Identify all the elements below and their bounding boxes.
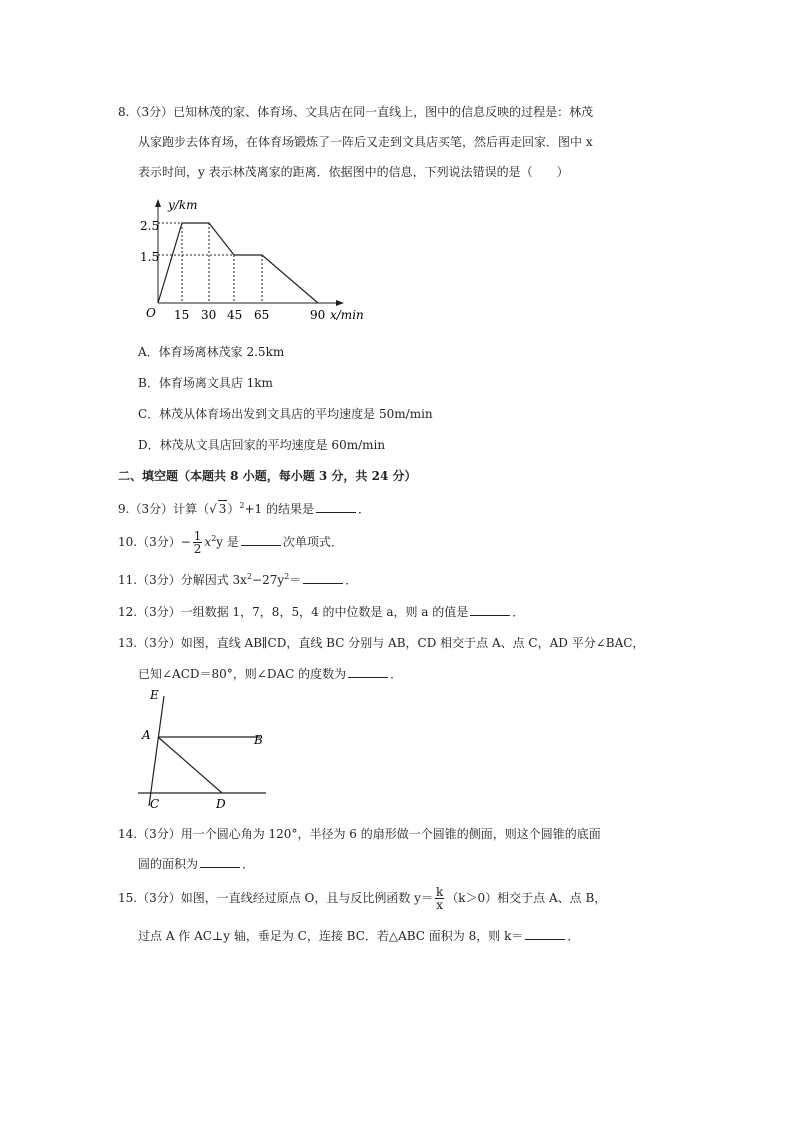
q12-blank[interactable] — [470, 604, 510, 616]
x-tick-90: 90 — [310, 308, 326, 322]
q11-blank[interactable] — [303, 572, 343, 584]
q8-option-d: D．林茂从文具店回家的平均速度是 60m/min — [138, 438, 386, 452]
q15-line2-text: 过点 A 作 AC⊥y 轴，垂足为 C，连接 BC．若△ABC 面积为 8，则 k＝ — [138, 929, 524, 943]
q15-blank[interactable] — [525, 928, 565, 940]
y-axis-label: y/km — [168, 198, 198, 212]
point-a: A — [142, 728, 151, 742]
y-axis-arrow — [155, 199, 161, 207]
q10-blank[interactable] — [241, 534, 281, 546]
x-tick-45: 45 — [227, 308, 243, 322]
q15-pre: 15.（3分）如图，一直线经过原点 O，且与反比例函数 y＝ — [118, 891, 433, 905]
q8-option-b: B．体育场离文具店 1km — [138, 376, 273, 390]
q11 — [118, 572, 357, 588]
q10-fraction — [193, 530, 203, 555]
origin-label: O — [146, 306, 156, 320]
q11-exp1: 2 — [246, 572, 253, 581]
q9-close: ） — [227, 502, 240, 516]
line-ec — [149, 696, 164, 806]
x-tick-65: 65 — [254, 308, 270, 322]
q8-line1: 8.（3分）已知林茂的家、体育场、文具店在同一直线上，图中的信息反映的过程是：林茂 — [118, 105, 594, 119]
q11-post: ＝ — [289, 573, 302, 587]
q9-exponent: 2 — [239, 501, 245, 510]
q14-end: ． — [242, 857, 255, 871]
q10-term: x — [204, 535, 212, 549]
point-b: B — [254, 733, 263, 747]
y-tick-2.5: 2.5 — [140, 219, 160, 233]
point-c: C — [150, 797, 160, 811]
q15-post: （k＞0）相交于点 A、点 B， — [446, 891, 607, 905]
q9-end: ． — [358, 502, 371, 516]
q14-line2-text: 圆的面积为 — [138, 857, 199, 871]
x-tick-15: 15 — [174, 308, 190, 322]
section-title: 二、填空题（本题共 8 小题，每小题 3 分，共 24 分） — [118, 469, 417, 483]
q10-exponent: 2 — [211, 534, 217, 543]
distance-time-graph — [130, 195, 380, 330]
q13-line2-text: 已知∠ACD＝80°，则∠DAC 的度数为 — [138, 667, 347, 681]
q10-numerator: 1 — [193, 529, 202, 543]
q9-blank[interactable] — [316, 501, 356, 513]
q12-end: ． — [512, 605, 525, 619]
q11-end: ． — [345, 573, 358, 587]
geometry-figure — [130, 688, 280, 814]
q10-end: 次单项式． — [282, 535, 343, 549]
q12-text: 12.（3分）一组数据 1，7，8，5，4 的中位数是 a，则 a 的值是 — [118, 605, 469, 619]
x-axis-arrow — [336, 300, 344, 306]
dashed-guides — [158, 223, 262, 303]
q10-term2: y 是 — [216, 535, 239, 549]
x-tick-30: 30 — [201, 308, 217, 322]
x-axis-label: x/min — [330, 308, 364, 322]
q15-line2 — [138, 928, 579, 944]
q11-exp2: 2 — [284, 572, 290, 581]
q13-end: ． — [390, 667, 403, 681]
q8-line2: 从家跑步去体育场，在体育场锻炼了一阵后又走到文具店买笔，然后再走回家．图中 x — [138, 135, 593, 149]
q15-end: ． — [567, 929, 580, 943]
q15-numerator: k — [435, 885, 444, 899]
sqrt-icon: √ — [209, 502, 217, 516]
q10 — [118, 530, 343, 555]
q9-radicand: 3 — [218, 502, 227, 516]
point-d: D — [216, 797, 226, 811]
q12 — [118, 604, 524, 620]
q9 — [118, 500, 370, 517]
q11-pre: 11.（3分）分解因式 3x — [118, 573, 247, 587]
q9-post: +1 的结果是 — [244, 502, 315, 516]
q15-fraction — [435, 886, 444, 911]
q15-line1 — [118, 886, 606, 911]
q10-denominator: 2 — [193, 542, 202, 556]
q13-line2 — [138, 666, 402, 682]
q14-line2 — [138, 856, 254, 872]
q8-line3: 表示时间，y 表示林茂离家的距离．依据图中的信息，下列说法错误的是（ ） — [138, 165, 569, 179]
q11-mid: −27y — [252, 573, 285, 587]
q10-pre: 10.（3分）− — [118, 535, 191, 549]
q8-option-c: C．林茂从体育场出发到文具店的平均速度是 50m/min — [138, 407, 433, 421]
q13-line1: 13.（3分）如图，直线 AB∥CD，直线 BC 分别与 AB，CD 相交于点 A、点 C，AD 平分∠BAC， — [118, 636, 645, 650]
q14-line1: 14.（3分）用一个圆心角为 120°，半径为 6 的扇形做一个圆锥的侧面，则这个圆锥的底面 — [118, 827, 601, 841]
q8-option-a: A．体育场离林茂家 2.5km — [138, 345, 285, 359]
q9-pre: 9.（3分）计算（ — [118, 502, 210, 516]
y-tick-1.5: 1.5 — [140, 250, 160, 264]
q13-blank[interactable] — [348, 666, 388, 678]
q14-blank[interactable] — [200, 856, 240, 868]
point-e: E — [150, 688, 159, 702]
line-ad — [158, 737, 222, 793]
q15-denominator: x — [436, 898, 443, 912]
